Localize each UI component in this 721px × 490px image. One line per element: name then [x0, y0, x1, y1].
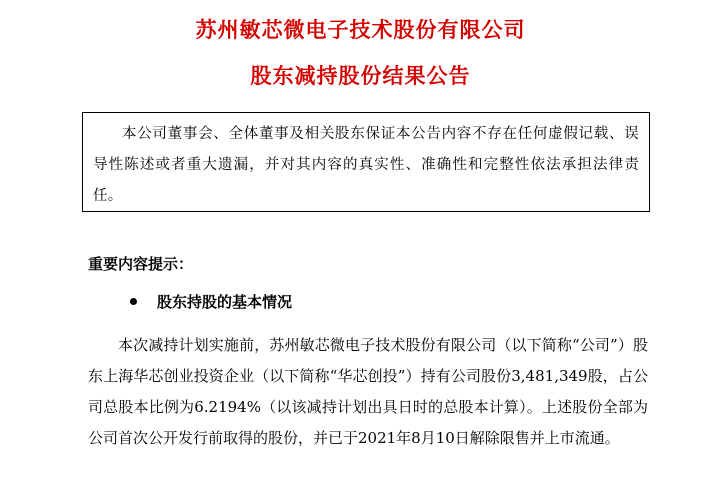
bullet-dot-icon — [130, 298, 137, 305]
disclaimer-box — [82, 112, 650, 212]
disclaimer-text: 本公司董事会、全体董事及相关股东保证本公告内容不存在任何虚假记载、误导性陈述或者重大遗漏，并对其内容的真实性、准确性和完整性依法承担法律责任。 — [93, 126, 639, 204]
body-paragraph: 本次减持计划实施前，苏州敏芯微电子技术股份有限公司（以下简称“公司”）股东上海华芯创业投资企业（以下简称“华芯创投”）持有公司股份3,481,349股，占公司总股本比例为6.2194%（以该减持计划出具日时的总股本计算）。上述股份全部为公司首次公开发行前取得的股份，并已于2021年8月10日解除限售并上市流通。 — [88, 336, 648, 447]
company-title: 苏州敏芯微电子技术股份有限公司 — [195, 17, 526, 42]
body-section — [88, 330, 648, 454]
section-heading: 重要内容提示： — [88, 255, 194, 273]
bullet-item — [130, 291, 292, 312]
announcement-title: 股东减持股份结果公告 — [250, 63, 471, 88]
bullet-label: 股东持股的基本情况 — [157, 293, 293, 311]
